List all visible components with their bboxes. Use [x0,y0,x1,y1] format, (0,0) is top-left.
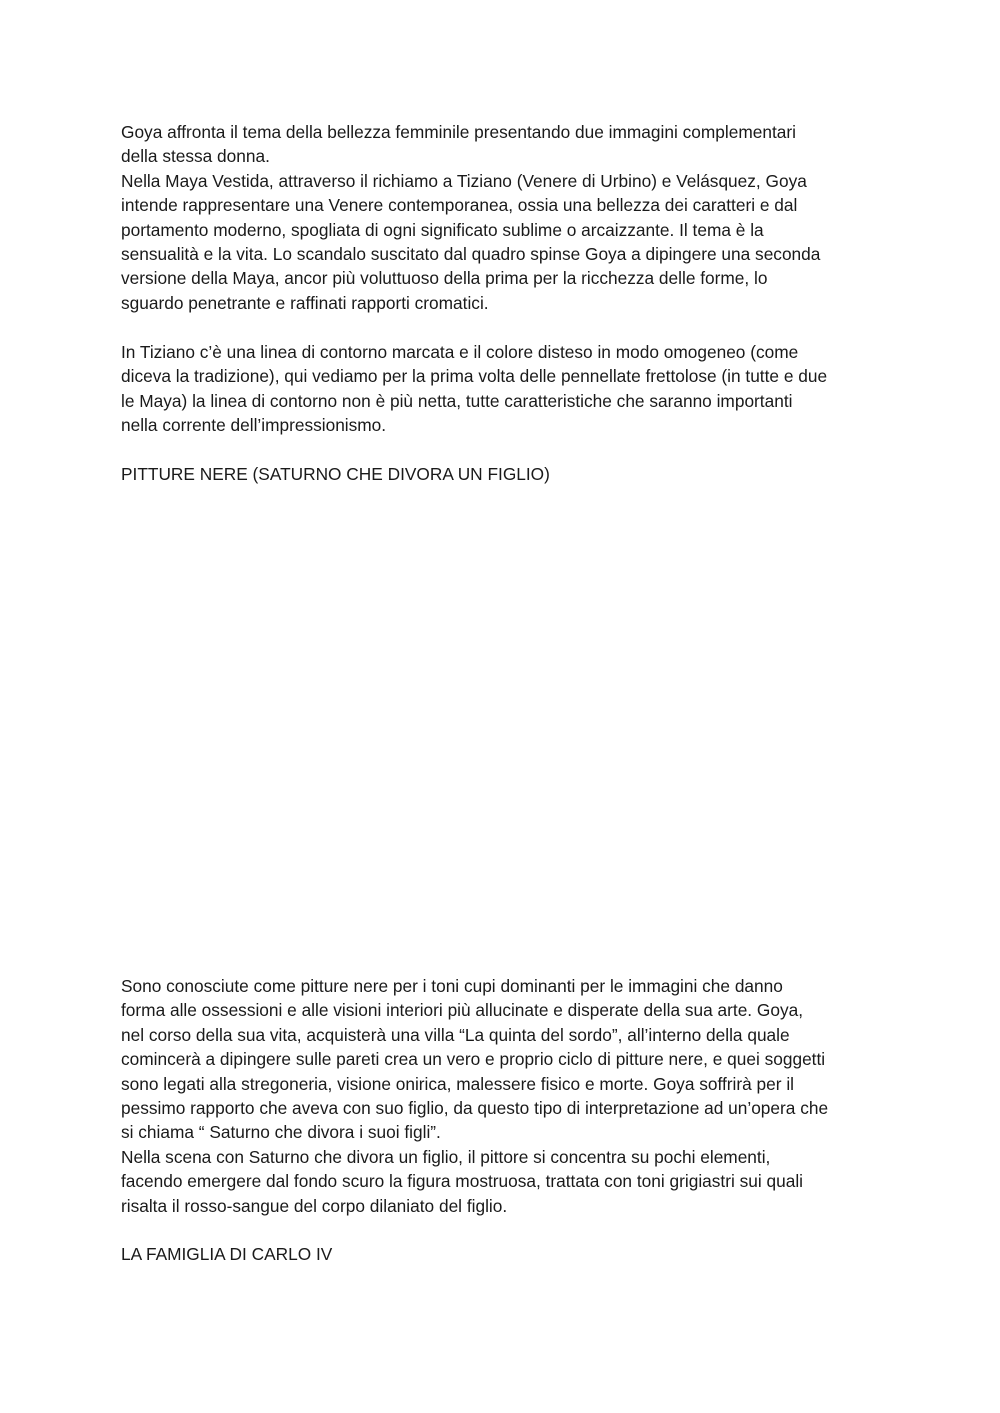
text-line: portamento moderno, spogliata di ogni significato sublime o arcaizzante. Il tema è la [121,219,764,240]
text-line: nella corrente dell’impressionismo. [121,415,387,436]
text-line: comincerà a dipingere sulle pareti crea un vero e proprio ciclo di pitture nere, e quei soggetti [121,1049,826,1070]
text-line: forma alle ossessioni e alle visioni interiori più allucinate e disperate della sua arte. Goya, [121,1000,804,1021]
text-line: intende rappresentare una Venere contemporanea, ossia una bellezza dei caratteri e dal [121,195,798,216]
text-line: le Maya) la linea di contorno non è più netta, tutte caratteristiche che saranno importanti [121,390,793,411]
text-line: sguardo penetrante e raffinati rapporti cromatici. [121,292,489,313]
text-line: pessimo rapporto che aveva con suo figlio, da questo tipo di interpretazione ad un’opera che [121,1098,829,1119]
text-line: facendo emergere dal fondo scuro la figura mostruosa, trattata con toni grigiastri sui quali [121,1171,804,1192]
text-line: Nella Maya Vestida, attraverso il richiamo a Tiziano (Venere di Urbino) e Velásquez, Goya [121,170,807,191]
paragraph-maya [121,120,891,315]
heading-text: PITTURE NERE (SATURNO CHE DIVORA UN FIGLIO) [121,464,550,484]
text-line: Goya affronta il tema della bellezza femminile presentando due immagini complementari [121,122,796,142]
paragraph-pitture-nere [121,974,891,1218]
paragraph-tiziano [121,340,891,438]
section-heading-famiglia-carlo-iv [121,1242,891,1266]
text-line: In Tiziano c’è una linea di contorno marcata e il colore disteso in modo omogeneo (come [121,342,799,362]
text-line: nel corso della sua vita, acquisterà una villa “La quinta del sordo”, all’interno della quale [121,1024,790,1045]
text-line: versione della Maya, ancor più voluttuoso della prima per la ricchezza delle forme, lo [121,268,768,289]
text-line: Nella scena con Saturno che divora un figlio, il pittore si concentra su pochi elementi, [121,1146,771,1167]
image-placeholder [121,500,881,960]
heading-text: LA FAMIGLIA DI CARLO IV [121,1244,333,1264]
text-line: sono legati alla stregoneria, visione onirica, malessere fisico e morte. Goya soffrirà per il [121,1073,794,1094]
section-heading-pitture-nere [121,462,891,486]
text-line: si chiama “ Saturno che divora i suoi figli”. [121,1122,441,1143]
text-line: diceva la tradizione), qui vediamo per la prima volta delle pennellate frettolose (in tutte e due [121,366,828,387]
text-line: Sono conosciute come pitture nere per i toni cupi dominanti per le immagini che danno [121,976,783,996]
text-line: risalta il rosso-sangue del corpo dilaniato del figlio. [121,1195,508,1216]
text-line: sensualità e la vita. Lo scandalo suscitato dal quadro spinse Goya a dipingere una seconda [121,244,821,265]
text-line: della stessa donna. [121,146,270,167]
